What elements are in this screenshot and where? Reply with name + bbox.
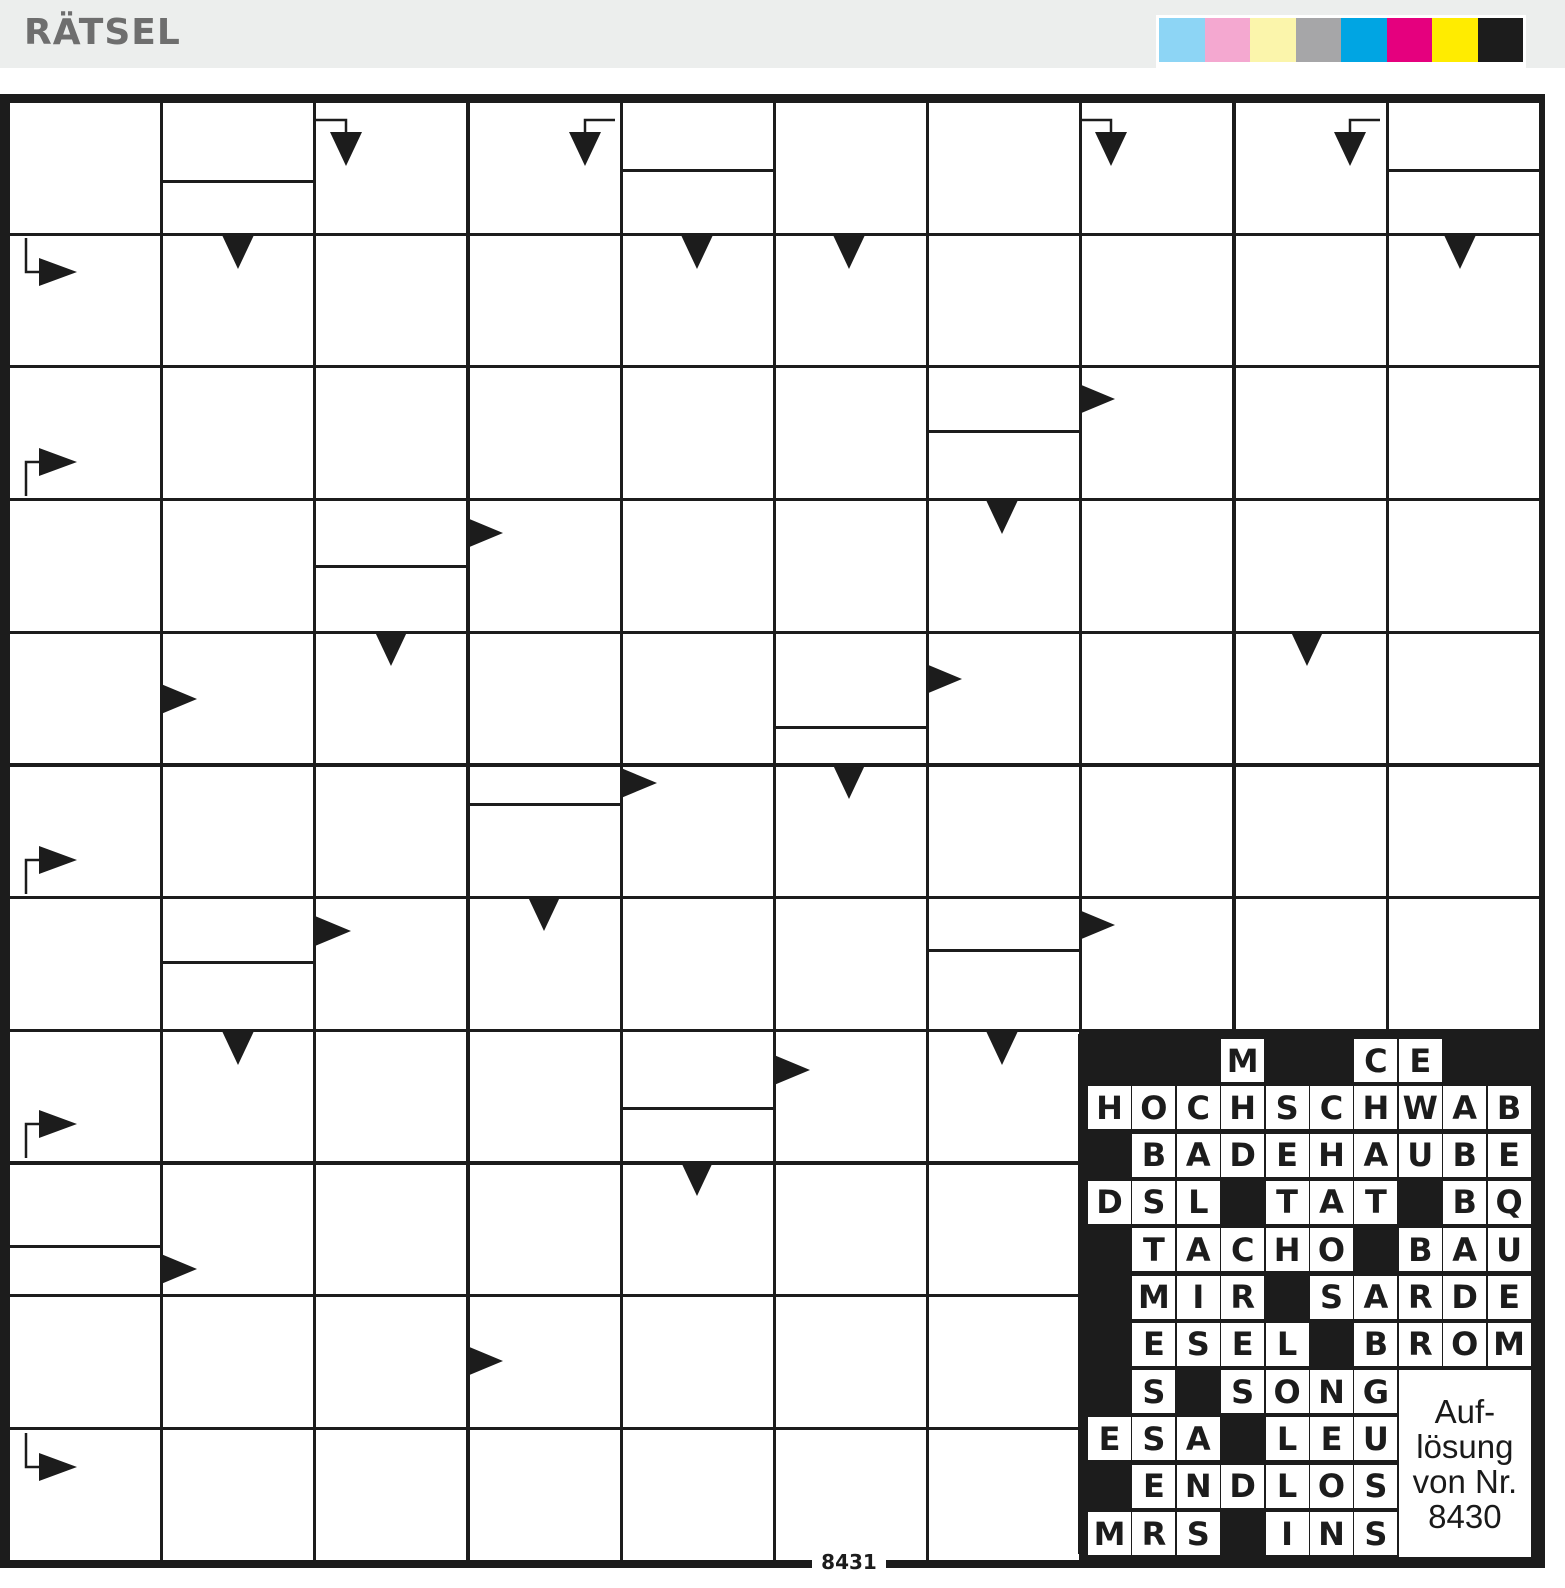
solution-letter: M bbox=[1221, 1039, 1264, 1082]
clue-text bbox=[10, 1165, 160, 1245]
grid-cell[interactable] bbox=[316, 1032, 466, 1162]
solution-letter: E bbox=[1399, 1039, 1442, 1082]
grid-cell[interactable] bbox=[470, 1165, 620, 1295]
solution-letter: M bbox=[1488, 1323, 1531, 1366]
grid-cell[interactable] bbox=[316, 1430, 466, 1560]
arrow-right-icon bbox=[620, 767, 658, 799]
grid-cell[interactable] bbox=[1389, 767, 1539, 897]
solution-letter: B bbox=[1443, 1134, 1486, 1177]
solution-letter: E bbox=[1221, 1323, 1264, 1366]
clue-text bbox=[929, 430, 1079, 497]
grid-cell[interactable] bbox=[10, 634, 160, 764]
solution-letter: E bbox=[1132, 1323, 1175, 1366]
arrow-down-icon bbox=[985, 499, 1019, 535]
grid-cell[interactable] bbox=[1236, 501, 1386, 631]
grid-cell[interactable] bbox=[316, 1297, 466, 1427]
grid-cell[interactable] bbox=[776, 368, 926, 498]
arrow-left-down-icon bbox=[1332, 116, 1380, 168]
clue-text bbox=[470, 803, 620, 896]
grid-cell[interactable] bbox=[1082, 236, 1232, 366]
color-swatch-4 bbox=[1296, 18, 1342, 62]
clue-text bbox=[623, 169, 773, 232]
solution-letter: S bbox=[1132, 1417, 1175, 1460]
solution-letter: L bbox=[1266, 1417, 1309, 1460]
solution-letter: W bbox=[1399, 1086, 1442, 1129]
solution-letter: B bbox=[1443, 1181, 1486, 1224]
solution-letter: S bbox=[1132, 1370, 1175, 1413]
grid-cell[interactable] bbox=[316, 368, 466, 498]
grid-cell[interactable] bbox=[929, 767, 1079, 897]
grid-cell[interactable] bbox=[623, 368, 773, 498]
grid-cell[interactable] bbox=[163, 767, 313, 897]
color-swatch-1 bbox=[1159, 18, 1205, 62]
grid-cell[interactable] bbox=[929, 1165, 1079, 1295]
clue-text bbox=[163, 961, 313, 1028]
grid-cell[interactable] bbox=[623, 103, 773, 233]
grid-cell[interactable] bbox=[929, 899, 1079, 1029]
grid-cell[interactable] bbox=[1389, 501, 1539, 631]
arrow-right-down-icon bbox=[316, 116, 364, 168]
grid-cell[interactable] bbox=[163, 103, 313, 233]
solution-letter: S bbox=[1132, 1181, 1175, 1224]
clue-text bbox=[623, 1032, 773, 1107]
clue-text bbox=[316, 565, 466, 630]
grid-cell[interactable] bbox=[776, 634, 926, 764]
arrow-down-icon bbox=[832, 764, 866, 800]
arrow-down-icon bbox=[221, 234, 255, 270]
grid-cell[interactable] bbox=[929, 1297, 1079, 1427]
arrow-right-icon bbox=[160, 683, 198, 715]
solution-letter: L bbox=[1266, 1323, 1309, 1366]
solution-letter: E bbox=[1488, 1276, 1531, 1319]
grid-cell[interactable] bbox=[1082, 634, 1232, 764]
solution-letter: D bbox=[1443, 1276, 1486, 1319]
arrow-right-icon bbox=[466, 1345, 504, 1377]
clue-text bbox=[623, 1107, 773, 1161]
solution-letter: S bbox=[1354, 1512, 1397, 1555]
solution-letter: D bbox=[1221, 1465, 1264, 1508]
grid-cell[interactable] bbox=[623, 501, 773, 631]
solution-letter: A bbox=[1177, 1228, 1220, 1271]
clue-text bbox=[10, 1297, 160, 1426]
grid-cell[interactable] bbox=[1082, 767, 1232, 897]
grid-cell[interactable] bbox=[1389, 368, 1539, 498]
solution-letter: U bbox=[1354, 1417, 1397, 1460]
arrow-elbow-right-icon bbox=[23, 1433, 79, 1485]
grid-cell[interactable] bbox=[776, 1297, 926, 1427]
grid-cell[interactable] bbox=[929, 103, 1079, 233]
grid-cell[interactable] bbox=[163, 899, 313, 1029]
clue-text bbox=[10, 501, 160, 630]
arrow-down-icon bbox=[1443, 234, 1477, 270]
clue-text bbox=[10, 103, 160, 232]
solution-letter: R bbox=[1132, 1512, 1175, 1555]
grid-cell[interactable] bbox=[1389, 103, 1539, 233]
solution-letter: R bbox=[1399, 1276, 1442, 1319]
solution-letter: B bbox=[1399, 1228, 1442, 1271]
solution-letter: C bbox=[1221, 1228, 1264, 1271]
arrow-down-icon bbox=[680, 234, 714, 270]
clue-text bbox=[163, 899, 313, 961]
grid-cell[interactable] bbox=[163, 368, 313, 498]
clue-text bbox=[776, 634, 926, 726]
solution-letter: U bbox=[1488, 1228, 1531, 1271]
color-swatch-5 bbox=[1341, 18, 1387, 62]
grid-cell[interactable] bbox=[1236, 368, 1386, 498]
solution-letter: R bbox=[1399, 1323, 1442, 1366]
solution-letter: D bbox=[1221, 1134, 1264, 1177]
solution-letter: U bbox=[1399, 1134, 1442, 1177]
solution-letter: G bbox=[1354, 1370, 1397, 1413]
solution-letter: S bbox=[1310, 1276, 1353, 1319]
arrow-down-icon bbox=[527, 896, 561, 932]
clue-text bbox=[929, 103, 1079, 232]
arrow-right-down-icon bbox=[1081, 116, 1129, 168]
arrow-left-down-icon bbox=[567, 116, 615, 168]
clue-text bbox=[10, 1245, 160, 1294]
arrow-right-icon bbox=[1078, 383, 1116, 415]
clue-text bbox=[776, 726, 926, 763]
grid-cell[interactable] bbox=[316, 767, 466, 897]
solution-letter: T bbox=[1132, 1228, 1175, 1271]
arrow-up-right-icon bbox=[23, 446, 79, 496]
solution-letter: T bbox=[1354, 1181, 1397, 1224]
grid-cell[interactable] bbox=[470, 767, 620, 897]
grid-cell[interactable] bbox=[1082, 501, 1232, 631]
grid-cell[interactable] bbox=[623, 899, 773, 1029]
arrow-elbow-right-icon bbox=[23, 238, 79, 290]
solution-letter: B bbox=[1488, 1086, 1531, 1129]
grid-cell[interactable] bbox=[163, 1297, 313, 1427]
arrow-down-icon bbox=[832, 234, 866, 270]
clue-text bbox=[316, 1297, 466, 1426]
arrow-up-right-icon bbox=[23, 1108, 79, 1158]
arrow-right-icon bbox=[773, 1054, 811, 1086]
clue-text bbox=[929, 368, 1079, 430]
solution-letter: O bbox=[1443, 1323, 1486, 1366]
grid-cell[interactable] bbox=[1236, 236, 1386, 366]
solution-letter: D bbox=[1088, 1181, 1131, 1224]
arrow-down-icon bbox=[1290, 631, 1324, 667]
solution-letter: L bbox=[1266, 1465, 1309, 1508]
solution-letter: I bbox=[1266, 1512, 1309, 1555]
print-color-bar bbox=[1156, 15, 1526, 71]
grid-cell[interactable] bbox=[929, 1430, 1079, 1560]
solution-letter: A bbox=[1354, 1276, 1397, 1319]
arrow-right-icon bbox=[925, 663, 963, 695]
grid-cell[interactable] bbox=[776, 501, 926, 631]
grid-cell[interactable] bbox=[316, 501, 466, 631]
arrow-right-icon bbox=[314, 915, 352, 947]
solution-letter: N bbox=[1177, 1465, 1220, 1508]
solution-letter: B bbox=[1132, 1134, 1175, 1177]
grid-cell[interactable] bbox=[929, 236, 1079, 366]
solution-letter: A bbox=[1177, 1134, 1220, 1177]
grid-cell[interactable] bbox=[10, 501, 160, 631]
arrow-right-icon bbox=[160, 1253, 198, 1285]
grid-cell[interactable] bbox=[776, 1430, 926, 1560]
solution-letter: H bbox=[1088, 1086, 1131, 1129]
page-title: RÄTSEL bbox=[24, 12, 181, 53]
solution-letter: H bbox=[1310, 1134, 1353, 1177]
solution-letter: R bbox=[1221, 1276, 1264, 1319]
grid-cell[interactable] bbox=[929, 634, 1079, 764]
clue-text bbox=[623, 103, 773, 169]
grid-cell[interactable] bbox=[470, 1430, 620, 1560]
arrow-down-icon bbox=[985, 1030, 1019, 1066]
solution-letter: S bbox=[1177, 1512, 1220, 1555]
arrow-right-icon bbox=[466, 517, 504, 549]
grid-cell[interactable] bbox=[1236, 767, 1386, 897]
color-swatch-8 bbox=[1478, 18, 1524, 62]
clue-text bbox=[10, 634, 160, 763]
color-swatch-2 bbox=[1205, 18, 1251, 62]
clue-text bbox=[316, 501, 466, 565]
solution-letter: T bbox=[1266, 1181, 1309, 1224]
grid-cell[interactable] bbox=[470, 236, 620, 366]
solution-letter: N bbox=[1310, 1370, 1353, 1413]
solution-grid bbox=[1078, 1034, 1533, 1554]
solution-letter: I bbox=[1177, 1276, 1220, 1319]
grid-cell[interactable] bbox=[776, 1032, 926, 1162]
grid-cell[interactable] bbox=[163, 501, 313, 631]
grid-cell[interactable] bbox=[776, 103, 926, 233]
arrow-up-right-icon bbox=[23, 844, 79, 894]
solution-letter: O bbox=[1132, 1086, 1175, 1129]
solution-letter: M bbox=[1132, 1276, 1175, 1319]
solution-letter: A bbox=[1443, 1086, 1486, 1129]
solution-letter: O bbox=[1266, 1370, 1309, 1413]
arrow-down-icon bbox=[680, 1161, 714, 1197]
solution-letter: E bbox=[1310, 1417, 1353, 1460]
clue-text bbox=[1236, 501, 1386, 630]
grid-cell[interactable] bbox=[10, 103, 160, 233]
grid-cell[interactable] bbox=[316, 236, 466, 366]
grid-cell[interactable] bbox=[470, 634, 620, 764]
solution-letter: S bbox=[1266, 1086, 1309, 1129]
solution-letter: N bbox=[1310, 1512, 1353, 1555]
solution-letter: A bbox=[1310, 1181, 1353, 1224]
solution-letter: S bbox=[1221, 1370, 1264, 1413]
grid-cell[interactable] bbox=[1236, 899, 1386, 1029]
solution-letter: M bbox=[1088, 1512, 1131, 1555]
solution-note: Auf- lösung von Nr. 8430 bbox=[1399, 1370, 1531, 1557]
solution-letter: O bbox=[1310, 1228, 1353, 1271]
arrow-right-icon bbox=[1078, 909, 1116, 941]
grid-cell[interactable] bbox=[163, 1430, 313, 1560]
solution-letter: Q bbox=[1488, 1181, 1531, 1224]
grid-cell[interactable] bbox=[470, 1032, 620, 1162]
arrow-down-icon bbox=[374, 631, 408, 667]
clue-text bbox=[929, 949, 1079, 1028]
clue-text bbox=[163, 103, 313, 180]
solution-letter: B bbox=[1354, 1323, 1397, 1366]
puzzle-number: 8431 bbox=[812, 1548, 886, 1584]
solution-letter: A bbox=[1177, 1417, 1220, 1460]
solution-letter: O bbox=[1310, 1465, 1353, 1508]
solution-letter: H bbox=[1266, 1228, 1309, 1271]
clue-text bbox=[1389, 169, 1539, 232]
grid-cell[interactable] bbox=[776, 899, 926, 1029]
solution-letter: E bbox=[1266, 1134, 1309, 1177]
solution-letter: E bbox=[1088, 1417, 1131, 1460]
solution-letter: H bbox=[1354, 1086, 1397, 1129]
solution-letter: A bbox=[1354, 1134, 1397, 1177]
solution-letter: C bbox=[1177, 1086, 1220, 1129]
clue-text bbox=[163, 180, 313, 232]
solution-letter: S bbox=[1177, 1323, 1220, 1366]
grid-cell[interactable] bbox=[929, 368, 1079, 498]
grid-cell[interactable] bbox=[10, 1297, 160, 1427]
solution-letter: E bbox=[1488, 1134, 1531, 1177]
grid-cell[interactable] bbox=[10, 899, 160, 1029]
grid-cell[interactable] bbox=[10, 1165, 160, 1295]
arrow-down-icon bbox=[221, 1030, 255, 1066]
solution-letter: L bbox=[1177, 1181, 1220, 1224]
solution-letter: A bbox=[1443, 1228, 1486, 1271]
solution-letter: C bbox=[1354, 1039, 1397, 1082]
solution-letter: C bbox=[1310, 1086, 1353, 1129]
clue-text bbox=[776, 103, 926, 232]
grid-cell[interactable] bbox=[776, 1165, 926, 1295]
solution-letter: E bbox=[1132, 1465, 1175, 1508]
grid-cell[interactable] bbox=[470, 368, 620, 498]
grid-cell[interactable] bbox=[623, 1297, 773, 1427]
color-swatch-7 bbox=[1432, 18, 1478, 62]
grid-cell[interactable] bbox=[623, 634, 773, 764]
color-swatch-3 bbox=[1250, 18, 1296, 62]
grid-cell[interactable] bbox=[1389, 899, 1539, 1029]
color-swatch-6 bbox=[1387, 18, 1433, 62]
solution-letter: S bbox=[1354, 1465, 1397, 1508]
grid-cell[interactable] bbox=[623, 1430, 773, 1560]
grid-cell[interactable] bbox=[316, 1165, 466, 1295]
header-bar bbox=[0, 0, 1565, 68]
clue-text bbox=[470, 767, 620, 803]
clue-text bbox=[929, 899, 1079, 949]
grid-cell[interactable] bbox=[623, 1032, 773, 1162]
clue-text bbox=[1389, 103, 1539, 169]
grid-cell[interactable] bbox=[1389, 634, 1539, 764]
clue-text bbox=[10, 899, 160, 1028]
solution-letter: H bbox=[1221, 1086, 1264, 1129]
